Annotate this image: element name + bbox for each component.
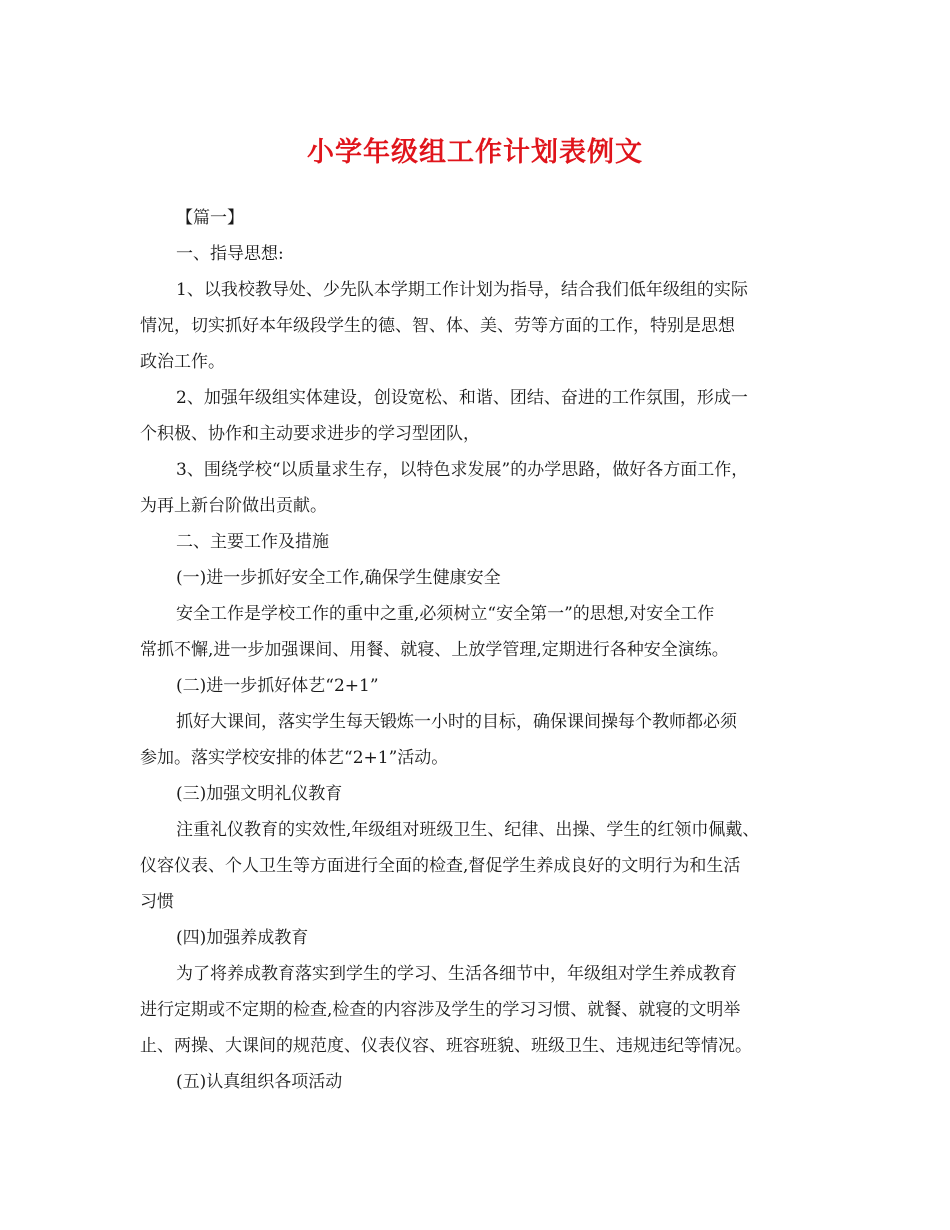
document-line: (五)认真组织各项活动	[176, 1072, 343, 1092]
document-line: 情况，切实抓好本年级段学生的德、智、体、美、劳等方面的工作，特别是思想	[140, 316, 735, 336]
document-line: 习惯	[140, 892, 174, 912]
document-line: 注重礼仪教育的实效性,年级组对班级卫生、纪律、出操、学生的红领巾佩戴、	[176, 820, 760, 840]
document-line: 止、两操、大课间的规范度、仪表仪容、班容班貌、班级卫生、违规违纪等情况。	[140, 1036, 752, 1056]
document-line: 二、主要工作及措施	[176, 532, 329, 552]
document-line: 仪容仪表、个人卫生等方面进行全面的检查,督促学生养成良好的文明行为和生活	[140, 856, 741, 876]
document-line: 安全工作是学校工作的重中之重,必须树立“安全第一”的思想,对安全工作	[176, 604, 715, 624]
document-line: (三)加强文明礼仪教育	[176, 784, 343, 804]
document-line: 3、围绕学校“以质量求生存，以特色求发展”的办学思路，做好各方面工作，	[176, 460, 749, 480]
document-line: 【篇一】	[176, 208, 244, 228]
document-line: 政治工作。	[140, 352, 225, 372]
document-line: 1、以我校教导处、少先队本学期工作计划为指导，结合我们低年级组的实际	[176, 280, 748, 300]
document-line: 一、指导思想:	[176, 244, 284, 264]
document-line: 为了将养成教育落实到学生的学习、生活各细节中，年级组对学生养成教育	[176, 964, 737, 984]
document-line: 参加。落实学校安排的体艺“2+1”活动。	[140, 748, 449, 768]
document-line: (二)进一步抓好体艺“2+1”	[176, 676, 379, 696]
document-title: 小学年级组工作计划表例文	[307, 137, 643, 168]
document-line: (四)加强养成教育	[176, 928, 309, 948]
document-line: 为再上新台阶做出贡献。	[140, 496, 327, 516]
document-line: 抓好大课间，落实学生每天锻炼一小时的目标，确保课间操每个教师都必须	[176, 712, 737, 732]
document-line: 常抓不懈,进一步加强课间、用餐、就寝、上放学管理,定期进行各种安全演练。	[140, 640, 729, 660]
document-body	[140, 200, 820, 1100]
document-line: 进行定期或不定期的检查,检查的内容涉及学生的学习习惯、就餐、就寝的文明举	[140, 1000, 741, 1020]
document-line: 个积极、协作和主动要求进步的学习型团队，	[140, 424, 480, 444]
document-line: (一)进一步抓好安全工作,确保学生健康安全	[176, 568, 501, 588]
document-line: 2、加强年级组实体建设，创设宽松、和谐、团结、奋进的工作氛围，形成一	[176, 388, 748, 408]
